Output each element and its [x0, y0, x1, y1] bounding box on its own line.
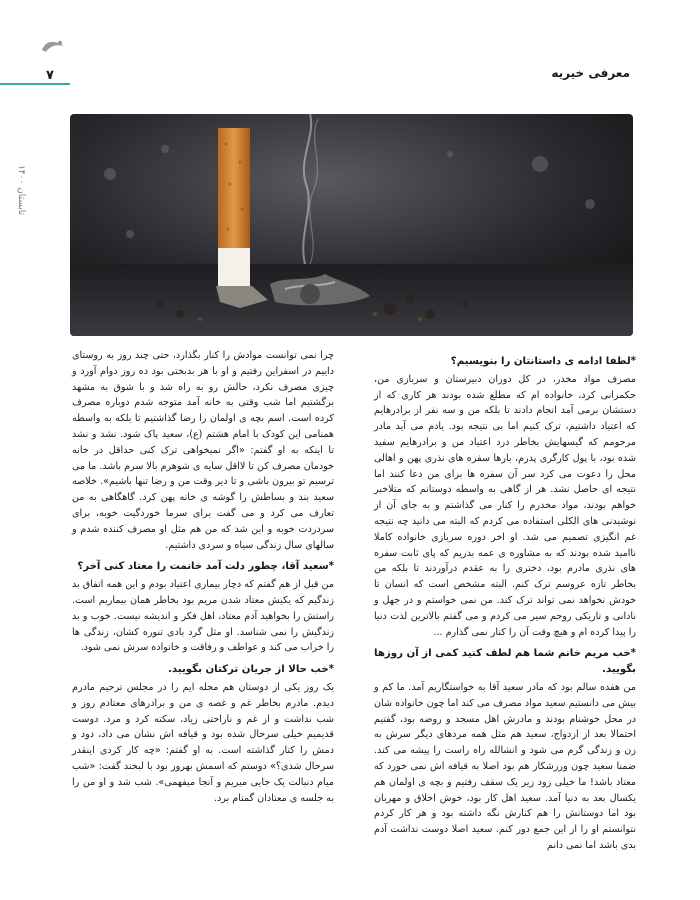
charity-logo-icon: [40, 38, 66, 54]
question-heading: *سعید آقا، چطور دلت آمد خانمت را معتاد کنی آخر؟: [77, 561, 334, 573]
question-heading: *خب حالا از جریان ترکتان بگویید.: [168, 664, 334, 676]
paragraph: من هفده سالم بود که مادر سعید آقا به خواستگاریم آمد. ما کم و بیش می دانستیم سعید مواد مصرف می کند اما چون خانواده شان در محل خوشنام بودند و مادرش اهل مسجد و روضه بود، گفتیم احتمالا بعد از ازدواج، سعید هم مثل همه مردهای دیگر سرش به زن و زندگی گرم می شود و انشالله راه راست را پیشه می کند. ضمنا سعید چون ورزشکار هم بود اصلا به قیافه اش نمی خورد که معتاد باشد! ما خیلی زود زیر یک سقف رفتیم و بچه ی اولمان هم یکسال بعد به دنیا آمد. سعید اهل کار بود، خوش اخلاق و مهربان بود اما دوستانش را هم کنارش نگه داشته بود و هر کار کردم نتوانستم او را از این جمع دور کنم. سعید اصلا دوست نداشت آدم بدی باشد اما نمی دانم: [374, 681, 636, 851]
section-title: معرفی خیریه: [551, 66, 630, 80]
paragraph: من قبل از هم گفتم که دچار بیماری اعتیاد بودم و این همه اتفاق بد زندگیم که یکیش معتاد شدن مریم بود بخاطر همان بیماریم است. راستش را بخواهید آدم معتاد، اهل فکر و اندیشه نیست. خوب و بد زندگیش را نمی شناسد. او مثل گرد بادی تنوره کشان، زندگی ها را خراب می کند و عواطف و رفاقت و خانواده سرش نمی شود.: [72, 579, 334, 654]
cigarette-butt-photo: [70, 114, 633, 336]
article-column-left: [72, 348, 334, 812]
question-heading: *خب مریم خانم شما هم لطف کنید کمی از آن روزها بگویید.: [374, 648, 636, 676]
article-column-right: [374, 348, 636, 860]
paragraph: چرا نمی توانست موادش را کنار بگذارد، حتی چند روز به روستای داییم در اسفراین رفتیم و او با هر بدبختی بود ده روز دوام آورد و چیزی مصرف نکرد، حالش رو به راه شد و با شوق به مشهد برگشتیم اما شب وقتی به خانه آمد متوجه شدم دوباره مصرف کرده است. اسم بچه ی اولمان را رضا گذاشتیم تا بلکه به واسطه همنامی این کودک با امام هشتم (ع)، سعید پاک شود. نشد و نشد تا اینکه به او گفتم: «اگر نمیخواهی ترک کنی حداقل در خانه خودمان مصرف کن تا لااقل سایه ی شوهرم بالا سرم باشد. ما می ترسیم تو بیرون باشی و تا دیر وقت من و رضا تنها باشیم». خلاصه سعید بند و بساطش را گوشه ی خانه پهن کرد. گاهگاهی به من تعارف می کرد و می گفت برای سرما خوردگیت خوبه، برای سردردت خوبه و این شد که من هم مثل او مصرف کننده شدم و سالهای سال زندگی سیاه و سردی داشتیم.: [72, 350, 334, 551]
page-number: ۷: [46, 68, 54, 83]
paragraph: یک روز یکی از دوستان هم محله ایم را در مجلس ترحیم مادرم دیدم. مادرم بخاطر غم و غصه ی من و برادرهای معتادم روز و شب نداشت و از غم و ناراحتی زیاد، سکته کرد و مرد. دوست قدیمیم خیلی سرحال شده بود و قیافه اش نشان می داد، دود و دمش را کنار گذاشته است. به او گفتم: «چه کار کردی اینقدر سرحال شدی؟» دوستم که اسمش بهروز بود با لبخند گفت: «شب میام دنبالت یک جایی میریم و آنجا میفهمی». شب شد و او من را به جلسه ی معتادان گمنام برد.: [72, 681, 334, 804]
page-margin: [0, 0, 70, 900]
header-rule: [0, 83, 70, 85]
paragraph: مصرف مواد مخدر، در کل دوران دبیرستان و سربازی من، حکمرانی کرد، خانواده ام که مطلع شده بودند هر کاری که از دستشان برمی آمد انجام دادند تا بلکه من و سه نفر از برادرهایم که اعتیاد داشتیم، ترک کنیم اما بی نتیجه بود. یادم می آید مادر مرحومم که گیسهایش بخاطر درد اعتیاد من و برادرهایم سفید شده بود، با پول کارگری پدرم، بارها سفره های نذری پهن و اهالی محل را دعوت می کرد سر آن سفره ها برای من دعا کنند اما نتیجه ای حاصل نشد. هر از گاهی به واسطه دوستانم که متلاخبر خواهم بودند، مواد مخدرم را کنار می گذاشتم و به جای آن از نوشیدنی های الکلی استفاده می کردم که البته می دانید چه نتیجه غم انگیزی تصمیم می شد. او اخر دوره سربازی خانواده کاملا ناامید شده بودند که به مشاوره ی عمه بدریم که پای ثابت سفره های نذری مادرم بود، دختری را به عقدم درآوردند تا بلکه من بخاطر تازه عروسم ترک کنم. البته مشخص است که انسان تا خودش نخواهد نمی تواند ترک کند. من نمی خواستم و در جهل و نادانی و تاریکی روحم سیر می کردم و می گفتم بالاترین لذت دنیا را پیدا کرده ام و هیچ وقت آن را کنار نمی گذارم ...: [374, 373, 636, 638]
question-heading: *لطفا ادامه ی داستانتان را بنویسیم؟: [450, 356, 636, 367]
issue-date: تابستان ۱۴۰۰: [16, 164, 26, 215]
